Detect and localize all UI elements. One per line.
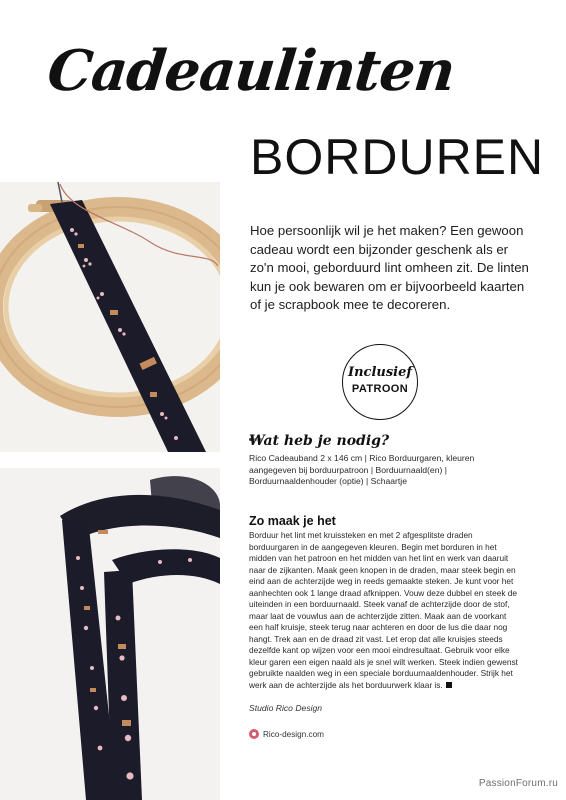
how-text <box>249 530 521 691</box>
hoop-photo <box>0 182 220 452</box>
how-heading: Zo maak je het <box>249 514 336 528</box>
ribbon-photo <box>0 468 220 800</box>
intro-paragraph: Hoe persoonlijk wil je het maken? Een gewoon cadeau wordt een bijzonder geschenk als er zo'n mooi, geborduurd lint omheen zit. De linten kun je ook bewaren om er bijvoorbeeld kaarten of je scrapbook mee te decoreren. <box>250 223 529 312</box>
watermark: PassionForum.ru <box>478 778 558 789</box>
needs-text: Rico Cadeauband 2 x 146 cm | Rico Borduurgaren, kleuren aangegeven bij borduurpatroon | Borduurnaald(en) | Borduurnaaldenhouder (optie) | Schaartje <box>249 453 475 487</box>
credit: Studio Rico Design <box>249 703 323 713</box>
needs-heading: Wat heb je nodig? <box>249 433 390 449</box>
badge-script: Inclusief <box>348 365 412 380</box>
website-link[interactable] <box>249 729 324 739</box>
how-body: Borduur het lint met kruissteken en met 2 afgesplitste draden borduurgaren in de aangegeven kleuren. Begin met borduren in het midden van het patroon en het midden van het lint en werk van daaruit naar de zijkanten. Maak geen knopen in de draden, maar steek begin en eind aan de achterzijde weg in reeds gemaakte steken. Je kunt voor het aanhechten ook 1 lange draad afknippen. Vouw deze dubbel en steek de uiteinden in een borduurnaald. Steek vanaf de achterzijde door de stof, maar laat de vouwlus aan de achterzijde zitten. Maak aan de voorkant een half kruisje, steek terug naar achteren en door de lus die daar nog hangt. Trek aan en de draad zit vast. Let erop dat alle kruisjes steeds dezelfde kant op wijzen voor een mooi eindresultaat. Gebruik voor elke kleur garen een eigen naald als je snel wilt werken. Steek indien gewenst gebruikte naalden weg in een speciale borduurnaaldenhouder. Strijk het werk aan de achterzijde als het borduurwerk klaar is. <box>249 530 518 690</box>
pattern-badge <box>342 344 418 420</box>
page-title: BORDUREN <box>250 129 545 185</box>
website-text: Rico-design.com <box>263 729 324 739</box>
web-icon <box>249 729 259 739</box>
end-mark <box>446 682 452 688</box>
badge-caps: PATROON <box>351 383 409 395</box>
title-script: Cadeaulinten <box>44 38 458 104</box>
